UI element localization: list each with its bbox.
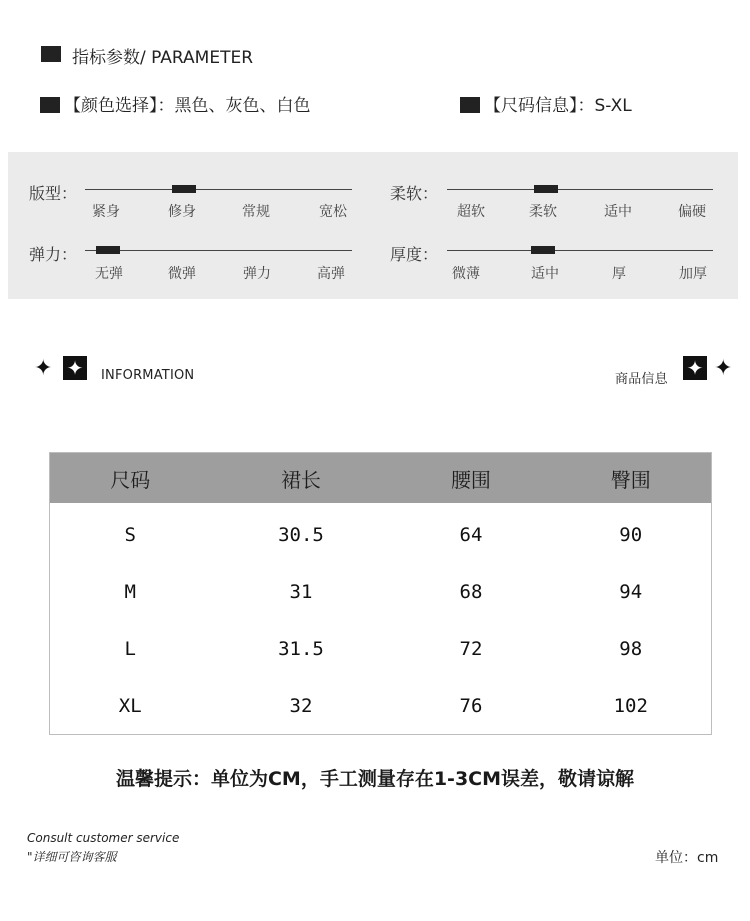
size-option-label [484, 91, 632, 116]
slider-tick: 微弹 [168, 266, 196, 282]
square-bullet-icon [460, 97, 480, 113]
slider-tick: 超软 [457, 204, 485, 220]
consult-service-cn: "详细可咨询客服 [27, 850, 117, 864]
table-cell: 31 [289, 580, 313, 603]
information-label: INFORMATION [101, 368, 195, 383]
slider-tick: 柔软 [529, 204, 557, 220]
table-header-row [50, 453, 712, 504]
table-cell: 31.5 [278, 637, 324, 660]
table-row [50, 503, 712, 563]
slider-tick: 宽松 [319, 204, 347, 220]
table-cell: 102 [613, 694, 648, 717]
table-row [50, 677, 712, 735]
measurement-note: 温馨提示：单位为CM，手工测量存在1-3CM误差，敬请谅解 [115, 768, 635, 790]
slider-tick: 微薄 [452, 266, 480, 282]
table-cell: 72 [459, 637, 483, 660]
consult-service-en: Consult customer service [27, 831, 180, 845]
table-row [50, 563, 712, 620]
size-table [49, 452, 712, 735]
table-header-cell: 臀围 [550, 453, 711, 504]
table-header-cell: 腰围 [391, 453, 550, 504]
product-info-label: 商品信息 [615, 372, 668, 387]
color-option-label [64, 91, 311, 116]
table-cell: 64 [459, 523, 483, 546]
slider-track [447, 250, 713, 251]
table-cell: 30.5 [278, 523, 324, 546]
table-cell: S [124, 523, 136, 546]
table-cell: 90 [619, 523, 643, 546]
slider-tick: 无弹 [95, 266, 123, 282]
table-cell: 76 [459, 694, 483, 717]
table-row [50, 620, 712, 677]
table-cell: 94 [619, 580, 643, 603]
boxed-star-icon: ✦ [683, 356, 707, 380]
slider-tick: 加厚 [679, 266, 707, 282]
unit-label: 单位：cm [655, 850, 719, 866]
slider-marker [96, 246, 120, 254]
slider-tick: 适中 [531, 266, 559, 282]
slider-track [85, 189, 352, 190]
table-cell: 32 [289, 694, 313, 717]
table-cell: M [124, 580, 136, 603]
square-bullet-icon [41, 46, 61, 62]
slider-label: 柔软： [390, 184, 439, 203]
boxed-star-icon: ✦ [63, 356, 87, 380]
slider-tick: 修身 [168, 204, 196, 220]
table-cell: L [124, 637, 136, 660]
slider-label: 弹力： [29, 245, 78, 264]
table-header-cell: 尺码 [50, 453, 211, 504]
table-header-cell: 裙长 [210, 453, 391, 504]
slider-tick: 弹力 [243, 266, 271, 282]
slider-tick: 高弹 [317, 266, 345, 282]
four-point-star-icon: ✦ [714, 356, 733, 381]
table-cell: 98 [619, 637, 643, 660]
table-cell: 68 [459, 580, 483, 603]
slider-marker [534, 185, 558, 193]
slider-track [447, 189, 713, 190]
size-label: 【尺码信息】： [484, 96, 595, 116]
size-value: S-XL [594, 96, 632, 116]
slider-label: 厚度： [390, 245, 439, 264]
slider-label: 版型： [29, 184, 78, 203]
four-point-star-icon: ✦ [34, 356, 53, 381]
color-value: 黑色、灰色、白色 [174, 96, 311, 116]
slider-tick: 偏硬 [678, 204, 706, 220]
slider-tick: 常规 [242, 204, 270, 220]
page-title: 指标参数/ PARAMETER [72, 48, 254, 68]
slider-tick: 厚 [612, 266, 626, 282]
color-label: 【颜色选择】： [64, 96, 175, 116]
slider-track [85, 250, 352, 251]
slider-marker [172, 185, 196, 193]
slider-marker [531, 246, 555, 254]
square-bullet-icon [40, 97, 60, 113]
slider-tick: 适中 [604, 204, 632, 220]
slider-tick: 紧身 [92, 204, 120, 220]
table-cell: XL [118, 694, 142, 717]
